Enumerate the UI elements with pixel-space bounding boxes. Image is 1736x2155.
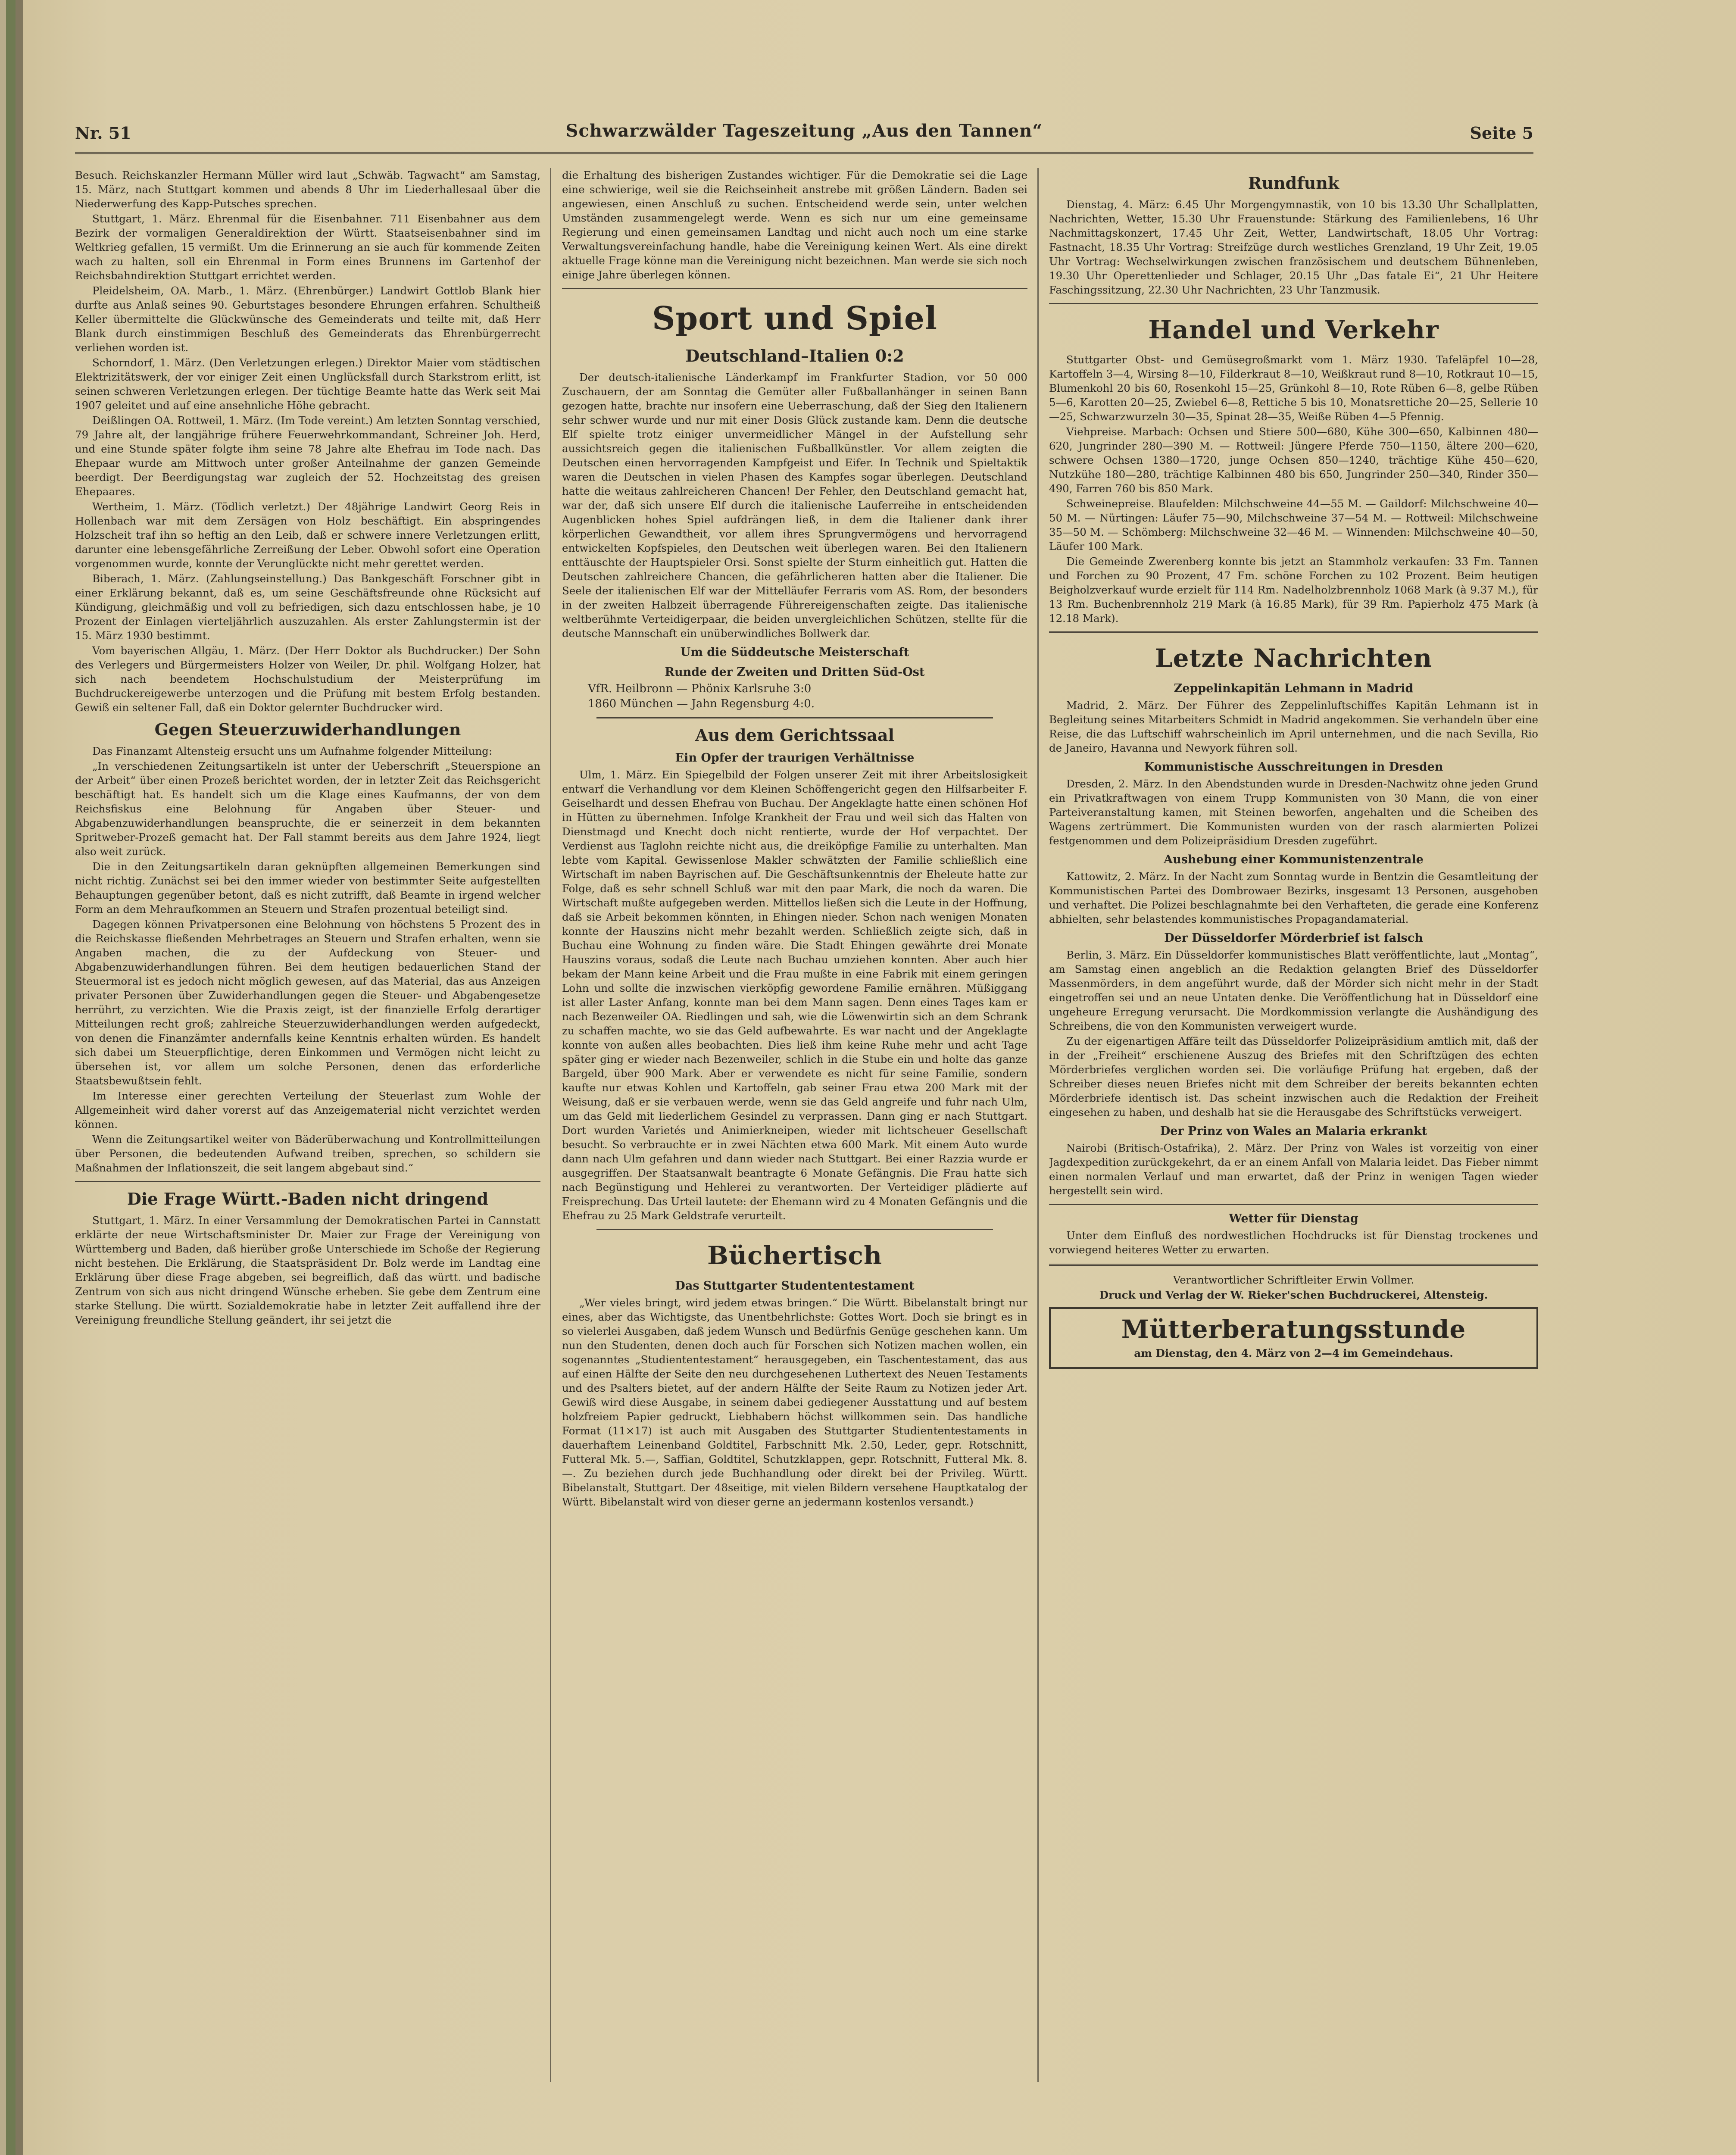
article-paragraph: Wenn die Zeitungsartikel weiter von Bäderüberwachung und Kontrollmitteilungen über Personen, die bedeutenden Aufwand treiben, sprechen, so schildern sie Maßnahmen der Inflationszeit, die seit langem abgebaut sind.“: [75, 1133, 540, 1174]
article-paragraph: Madrid, 2. März. Der Führer des Zeppelinluftschiffes Kapitän Lehmann ist in Begleitung seines Mitarbeiters Schmidt in Madrid angekommen. Sie verhandeln über eine Reise, die das Luftschiff wahrscheinlich im April unternehmen, und die nach Sevilla, Rio de Janeiro, Havanna und Newyork führen soll.: [1049, 699, 1538, 754]
article-subheading: Der Düsseldorfer Mörderbrief ist falsch: [1164, 931, 1423, 945]
newspaper-page: [6, 0, 1736, 2155]
article-paragraph: Die Gemeinde Zwerenberg konnte bis jetzt an Stammholz verkaufen: 33 Fm. Tannen und Forchen zu 90 Prozent, 47 Fm. schöne Forchen zu 102 Prozent. Beim heutigen Beigholzverkauf wurde erzielt für 114 Rm. Nadelholzbrennholz 1068 Mark (à 9.37 M.), für 13 Rm. Buchenbrennholz 219 Mark (à 16.85 Mark), für 39 Rm. Papierholz 475 Mark (à 12.18 Mark).: [1049, 555, 1538, 625]
section-heading: Aus dem Gerichtssaal: [695, 725, 894, 745]
article-paragraph: Schorndorf, 1. März. (Den Verletzungen erlegen.) Direktor Maier vom städtischen Elektrizitätswerk, der vor einiger Zeit einen Unglücksfall durch Starkstrom erlitt, ist seinen schweren Verletzungen erlegen. Der tüchtige Beamte hatte das Werk seit Mai 1907 geleitet und auf eine ansehnliche Höhe gebracht.: [75, 356, 540, 412]
article-paragraph: Dagegen können Privatpersonen eine Belohnung von höchstens 5 Prozent des in die Reichskasse fließenden Mehrbetrages an Steuern und Strafen erhalten, wenn sie Angaben machen, die zu der Aufdeckung von Steuer- und Abgabenzuwiderhandlungen führen. Bei dem heutigen bedauerlichen Stand der Steuermoral ist es jedoch nicht möglich gewesen, auf das Material, das aus Anzeigen privater Personen über Zuwiderhandlungen gegen die Steuer- und Abgabengesetze herrührt, zu verzichten. Wie die Praxis zeigt, ist der finanzielle Erfolg derartiger Mitteilungen recht groß; zahlreiche Steuerzuwiderhandlungen werden aufgedeckt, von denen die Finanzämter andernfalls keine Kenntnis erhalten würden. Es handelt sich dabei um Steuerpflichtige, deren Einkommen und Vermögen nicht leicht zu übersehen ist, vor allem um solche Personen, denen das erforderliche Staatsbewußtsein fehlt.: [75, 918, 540, 1087]
article-paragraph: Das Finanzamt Altensteig ersucht uns um Aufnahme folgender Mitteilung:: [92, 745, 493, 757]
divider: [596, 1229, 993, 1230]
article-subheading: Aushebung einer Kommunistenzentrale: [1164, 853, 1424, 866]
divider: [596, 717, 993, 718]
imprint-publisher: Druck und Verlag der W. Rieker'schen Buchdruckerei, Altensteig.: [1099, 1289, 1488, 1301]
column-rule-1: [550, 168, 551, 2082]
article-paragraph: die Erhaltung des bisherigen Zustandes wichtiger. Für die Demokratie sei die Lage eine schwierige, weil sie die Reichseinheit anstrebe mit größen Ländern. Baden sei angewiesen, einen Anschluß zu suchen. Entscheidend werde sein, unter welchen Umständen zusammengelegt werde. Wenn es sich nur um eine gemeinsame Regierung und einen gemeinsamen Landtag und nicht auch noch um eine starke Verwaltungsvereinfachung handle, habe die Vereinigung keinen Wert. Als eine direkt aktuelle Frage könne man die Vereinigung nicht bezeichnen. Man werde sie sich noch einige Jahre überlegen können.: [562, 169, 1027, 281]
article-paragraph: Pleidelsheim, OA. Marb., 1. März. (Ehrenbürger.) Landwirt Gottlob Blank hier durfte aus Anlaß seines 90. Geburtstages besondere Ehrungen erfahren. Schultheiß Keller übermittelte die Glückwünsche des Gemeinderats und teilte mit, daß Herr Blank durch einstimmigen Beschluß des Gemeinderats das Ehrenbürgerrecht verliehen worden ist.: [75, 284, 540, 354]
article-paragraph: Der deutsch-italienische Länderkampf im Frankfurter Stadion, vor 50 000 Zuschauern, der am Sonntag die Gemüter aller Fußballanhänger in seinen Bann gezogen hatte, brachte nur insofern eine Ueberraschung, daß der Sieg den Italienern sehr schwer wurde und nur mit einer Dosis Glück zustande kam. Denn die deutsche Elf spielte trotz einiger unvermeidlicher Mängel in der Aufstellung sehr aussichtsreich gegen die italienischen Fußballkünstler. Vor allem zeigten die Deutschen einen hervorragenden Kampfgeist und Eifer. In Technik und Spieltaktik waren die Deutschen in vielen Phasen des Kampfes sogar überlegen. Deutschland hatte die weitaus zahlreicheren Chancen! Der Fehler, den Deutschland gemacht hat, war der, daß sich unsere Elf durch die italienische Lauferreihe in entscheidenden Augenblicken hohes Spiel aufdrängen ließ, in dem die Italiener dank ihrer körperlichen Gewandtheit, vor allem ihres Sprungvermögens und hervorragend entwickelten Kopfspieles, den Deutschen weit überlegen waren. Bei den Italienern enttäuschte der Hauptspieler Orsi. Sonst spielte der Sturm einheitlich gut. Hatten die Deutschen zahlreichere Chancen, die gefährlicheren hatten aber die Italiener. Die Seele der italienischen Elf war der Mittelläufer Ferraris vom AS. Rom, der besonders in der zweiten Halbzeit überragende Führereigenschaften zeigte. Das italienische weltberühmte Verteidigerpaar, die beiden unvergleichlichen Schützen, stellte für die deutsche Mannschaft ein unüberwindliches Bollwerk dar.: [562, 371, 1027, 640]
ad-text: am Dienstag, den 4. März von 2—4 im Gemeindehaus.: [1134, 1347, 1453, 1359]
page-label: Seite 5: [1470, 123, 1533, 143]
ad-title: Mütterberatungsstunde: [1121, 1315, 1466, 1344]
article-paragraph: Dienstag, 4. März: 6.45 Uhr Morgengymnastik, von 10 bis 13.30 Uhr Schallplatten, Nachrichten, Wetter, 15.30 Uhr Frauenstunde: Stärkung des Familienlebens, 16 Uhr Nachmittagskonzert, 17.45 Uhr Zeit, Wetter, Landwirtschaft, 18.05 Uhr Vortrag: Fastnacht, 18.35 Uhr Vortrag: Streifzüge durch westliches Grenzland, 19 Uhr Zeit, 19.05 Uhr Vortrag: Wechselwirkungen zwischen französischem und deutschem Bühnenleben, 19.30 Uhr Operettenlieder und Schlager, 20.15 Uhr „Das fatale Ei“, 21 Uhr Heitere Faschingssitzung, 22.30 Uhr Nachrichten, 23 Uhr Tanzmusik.: [1049, 198, 1538, 296]
section-heading: Letzte Nachrichten: [1155, 643, 1433, 673]
section-heading: Die Frage Württ.-Baden nicht dringend: [127, 1189, 489, 1209]
divider: [1049, 1264, 1538, 1266]
divider: [75, 1181, 540, 1182]
article-paragraph: Biberach, 1. März. (Zahlungseinstellung.) Das Bankgeschäft Forschner gibt in einer Erklärung bekannt, daß es, um seine Geschäftsfreunde ohne Rücksicht auf Kündigung, gleichmäßig und voll zu befriedigen, sich dazu entschlossen habe, je 10 Prozent der Einlagen vierteljährlich auszuzahlen. Als erster Zahlungstermin ist der 15. März 1930 bestimmt.: [75, 572, 540, 642]
column-rule-2: [1037, 168, 1039, 2082]
column-2: [562, 168, 1027, 2086]
article-paragraph: Stuttgart, 1. März. Ehrenmal für die Eisenbahner. 711 Eisenbahner aus dem Bezirk der vormaligen Generaldirektion der Württ. Staatseisenbahner sind im Weltkrieg gefallen, 15 vermißt. Um die Erinnerung an sie auch für kommende Zeiten wach zu halten, soll ein Ehrenmal in Form eines Brunnens im Gartenhof der Reichsbahndirektion Stuttgart errichtet werden.: [75, 212, 540, 282]
divider: [562, 288, 1027, 289]
article-paragraph: Stuttgart, 1. März. In einer Versammlung der Demokratischen Partei in Cannstatt erklärte der neue Wirtschaftsminister Dr. Maier zur Frage der Vereinigung von Württemberg und Baden, daß hierüber große Unterschiede im Schoße der Regierung nicht bestehen. Die Erklärung, die Staatspräsident Dr. Bolz werde im Landtag eine Erklärung über diese Frage abgeben, sei begreiflich, daß das württ. und badische Zentrum von sich aus nicht dringend Wünsche erheben. Sie gebe dem Zentrum eine starke Stellung. Die württ. Sozialdemokratie habe in letzter Zeit auffallend ihre der Vereinigung freundliche Stellung geändert, ihr sei jetzt die: [75, 1214, 540, 1326]
column-1: [75, 168, 540, 2086]
divider: [1049, 303, 1538, 304]
article-paragraph: Deißlingen OA. Rottweil, 1. März. (Im Tode vereint.) Am letzten Sonntag verschied, 79 Jahre alt, der langjährige frühere Feuerwehrkommandant, Schreiner Joh. Herd, und eine Stunde später folgte ihm seine 78 Jahre alte Ehefrau im Tode nach. Das Ehepaar wurde am Mittwoch unter großer Anteilnahme der ganzen Gemeinde beerdigt. Der Beerdigungstag war zugleich der 52. Hochzeitstag des greisen Ehepaares.: [75, 414, 540, 498]
section-heading: Handel und Verkehr: [1148, 315, 1439, 344]
article-paragraph: Stuttgarter Obst- und Gemüsegroßmarkt vom 1. März 1930. Tafeläpfel 10—28, Kartoffeln 3—4, Wirsing 8—10, Filderkraut 8—10, Weißkraut rund 8—10, Rotkraut 10—15, Blumenkohl 20 bis 60, Rosenkohl 15—25, Grünkohl 8—10, Rote Rüben 6—8, gelbe Rüben 5—6, Karotten 20—25, Zwiebel 6—8, Rettiche 5 bis 10, Monatsrettiche 20—25, Sellerie 10—25, Schwarzwurzeln 30—35, Spinat 28—35, Weiße Rüben 4—5 Pfennig.: [1049, 353, 1538, 423]
article-paragraph: Ulm, 1. März. Ein Spiegelbild der Folgen unserer Zeit mit ihrer Arbeitslosigkeit entwarf die Verhandlung vor dem Kleinen Schöffengericht gegen den Hilfsarbeiter F. Geiselhardt und dessen Ehefrau von Buchau. Der Angeklagte hatte einen schönen Hof in Hütten zu übernehmen. Infolge Krankheit der Frau und weil sich das Halten von Dienstmagd und Knecht doch nicht rentierte, wurde der Hof verpachtet. Der Verdienst aus Taglohn reichte nicht aus, die dreiköpfige Familie zu unterhalten. Man lebte vom Kapital. Gewissenlose Makler schwätzten der Familie schließlich eine Wirtschaft im naben Bayrischen auf. Die Geschäftsunkenntnis der Eheleute hatte zur Folge, daß es sehr schnell Schluß war mit den paar Mark, die noch da waren. Die Wirtschaft mußte aufgegeben werden. Mittellos ließen sich die Leute in der Hoffnung, daß sie Arbeit bekommen könnten, in Ehingen nieder. Schon nach wenigen Monaten konnte der Hauszins nicht mehr bezahlt werden. Schließlich zeigte sich, daß in Buchau eine Wohnung zu finden wäre. Die Stadt Ehingen gewährte drei Monate Hauszins voraus, sodaß die Leute nach Buchau umziehen konnten. Aber auch hier bekam der Mann keine Arbeit und die Frau mußte in eine Fabrik mit einem geringen Lohn und sollte die inzwischen vierköpfig gewordene Familie ernähren. Müßiggang ist aller Laster Anfang, konnte man bei dem Mann sagen. Denn eines Tages kam er nach Bezenweiler OA. Riedlingen und sah, wie die Löwenwirtin sich an dem Schrank zu schaffen machte, wo sie das Geld aufbewahrte. Es war nacht und der Angeklagte konnte von außen alles beobachten. Dies ließ ihm keine Ruhe mehr und acht Tage später ging er wieder nach Bezenweiler, schlich in die Stube ein und holte das ganze Bargeld, über 900 Mark. Aber er verwendete es nicht für seine Familie, sondern kaufte nur etwas Kohlen und Kartoffeln, gab seiner Frau etwa 200 Mark mit der Weisung, daß er sie verbauen werde, wenn sie das Geld angreife und fuhr nach Ulm, um das Geld mit liederlichem Gesindel zu verprassen. Dann ging er nach Stuttgart. Dort wurden Varietés und Animierkneipen, wieder mit lichtscheuer Gesellschaft besucht. So verbrauchte er in zwei Nächten etwa 600 Mark. Mit einem Auto wurde dann nach Ulm gefahren und dann wieder nach Stuttgart. Bei einer Razzia wurde er ausgegriffen. Der Staatsanwalt beantragte 6 Monate Gefängnis. Die Frau hatte sich nach Begünstigung und Hehlerei zu verantworten. Der Verteidiger plädierte auf Freisprechung. Das Urteil lautete: der Ehemann wird zu 4 Monaten Gefängnis und die Ehefrau zu 25 Mark Geldstrafe verurteilt.: [562, 768, 1027, 1222]
article-paragraph: „In verschiedenen Zeitungsartikeln ist unter der Ueberschrift „Steuerspione an der Arbeit“ über einen Prozeß berichtet worden, der in letzter Zeit das Reichsgericht beschäftigt hat. Es handelt sich um die Klage eines Kaufmanns, der von dem Reichsfiskus eine Belohnung für Angaben über Steuer- und Abgabenzuwiderhandlungen beanspruchte, die er seinerzeit in dem bekannten Spritweber-Prozeß gemacht hat. Der Fall stammt bereits aus dem Jahre 1924, liegt also weit zurück.: [75, 760, 540, 858]
article-subheading: Ein Opfer der traurigen Verhältnisse: [675, 751, 915, 765]
section-heading: Gegen Steuerzuwiderhandlungen: [154, 720, 461, 739]
article-paragraph: Dresden, 2. März. In den Abendstunden wurde in Dresden-Nachwitz ohne jeden Grund ein Privatkraftwagen von einem Trupp Kommunisten von 30 Mann, die von einer Parteiveranstaltung kamen, mit Steinen beworfen, angehalten und die Scheiben des Wagens zertrümmert. Die Kommunisten wurden von der rasch alarmierten Polizei festgenommen und dem Polizeipräsidium Dresden zugeführt.: [1049, 778, 1538, 847]
article-subheading: Das Stuttgarter Studententestament: [675, 1279, 915, 1293]
advertisement-box: [1049, 1307, 1538, 1369]
article-paragraph: Zu der eigenartigen Affäre teilt das Düsseldorfer Polizeipräsidium amtlich mit, daß der in der „Freiheit“ erschienene Auszug des Briefes mit den Schriftzügen des echten Mörderbriefes verglichen worden sei. Die vorläufige Prüfung hat ergeben, daß der Schreiber dieses neuen Briefes nicht mit dem Schreiber der bereits bekannten echten Mörderbriefe identisch ist. Das scheint inzwischen auch die Redaktion der Freiheit eingesehen zu haben, und deshalb hat sie die Herausgabe des Schriftstücks verweigert.: [1049, 1035, 1538, 1118]
article-paragraph: Im Interesse einer gerechten Verteilung der Steuerlast zum Wohle der Allgemeinheit wird daher vorerst auf das Anzeigematerial nicht verzichtet werden können.: [75, 1090, 540, 1131]
article-subheading: Zeppelinkapitän Lehmann in Madrid: [1174, 682, 1414, 695]
article-paragraph: Schweinepreise. Blaufelden: Milchschweine 44—55 M. — Gaildorf: Milchschweine 40—50 M. — Nürtingen: Läufer 75—90, Milchschweine 37—54 M. — Rottweil: Milchschweine 35—50 M. — Schömberg: Milchschweine 32—46 M. — Winnenden: Milchschweine 40—50, Läufer 100 Mark.: [1049, 497, 1538, 553]
section-heading: Rundfunk: [1248, 173, 1339, 193]
article-paragraph: Die in den Zeitungsartikeln daran geknüpften allgemeinen Bemerkungen sind nicht richtig. Zunächst sei bei den immer wieder von bestimmter Seite aufgestellten Behauptungen gegenüber betont, daß es nicht zutrifft, daß Beamte in irgend welcher Form an dem Mehraufkommen an Steuern und Strafen prozentual beteiligt sind.: [75, 860, 540, 915]
article-paragraph: Kattowitz, 2. März. In der Nacht zum Sonntag wurde in Bentzin die Gesamtleitung der Kommunistischen Partei des Dombrowaer Bezirks, insgesamt 13 Personen, ausgehoben und verhaftet. Die Polizei beschlagnahmte bei den Verhafteten, die gerade eine Konferenz abhielten, sehr belastendes kommunistisches Propagandamaterial.: [1049, 870, 1538, 925]
weather-text: Unter dem Einfluß des nordwestlichen Hochdrucks ist für Dienstag trockenes und vorwiegend heiteres Wetter zu erwarten.: [1049, 1229, 1538, 1256]
newspaper-title: Schwarzwälder Tageszeitung „Aus den Tannen“: [565, 121, 1043, 141]
article-subheading: Runde der Zweiten und Dritten Süd-Ost: [665, 665, 925, 679]
weather-heading: Wetter für Dienstag: [1229, 1212, 1358, 1225]
article-paragraph: Wertheim, 1. März. (Tödlich verletzt.) Der 48jährige Landwirt Georg Reis in Hollenbach war mit dem Zersägen von Holz beschäftigt. Ein abspringendes Holzscheit traf ihn so heftig an den Leib, daß er schwere innere Verletzungen erlitt, darunter eine lebensgefährliche Zerreißung der Leber. Obwohl sofort eine Operation vorgenommen wurde, konnte der Verunglückte nicht mehr gerettet werden.: [75, 500, 540, 570]
binding-shadow: [16, 0, 23, 2155]
binding-spine: [6, 0, 16, 2155]
column-3: [1049, 168, 1538, 2086]
page-number: Nr. 51: [75, 123, 131, 143]
page-header: [75, 113, 1533, 154]
article-heading: Deutschland–Italien 0:2: [685, 346, 904, 365]
article-paragraph: Besuch. Reichskanzler Hermann Müller wird laut „Schwäb. Tagwacht“ am Samstag, 15. März, nach Stuttgart kommen und abends 8 Uhr im Liederhallesaal über die Niederwerfung des Kapp-Putsches sprechen.: [75, 169, 540, 210]
article-paragraph: Nairobi (Britisch-Ostafrika), 2. März. Der Prinz von Wales ist vorzeitig von einer Jagdexpedition zurückgekehrt, da er an einem Anfall von Malaria leidet. Das Fieber nimmt einen normalen Verlauf und man erwartet, daß der Prinz in wenigen Tagen wieder hergestellt sein wird.: [1049, 1142, 1538, 1197]
section-heading: Sport und Spiel: [652, 300, 938, 337]
article-paragraph: Berlin, 3. März. Ein Düsseldorfer kommunistisches Blatt veröffentlichte, laut „Montag“, am Samstag einen angeblich an die Redaktion gelangten Brief des Düsseldorfer Massenmörders, in dem angeführt wurde, daß der Mörder sich nicht mehr in der Stadt eingetroffen sei und an neue Untaten denke. Die Veröffentlichung hat in Düsseldorf eine ungeheure Erregung verursacht. Die Mordkommission verlangte die Aushändigung des Schreibens, die von den Kommunisten verweigert wurde.: [1049, 949, 1538, 1032]
match-result: VfR. Heilbronn — Phönix Karlsruhe 3:0: [588, 682, 812, 695]
imprint-editor: Verantwortlicher Schriftleiter Erwin Vollmer.: [1173, 1274, 1414, 1286]
section-heading: Büchertisch: [707, 1241, 883, 1270]
match-result: 1860 München — Jahn Regensburg 4:0.: [588, 697, 815, 710]
article-subheading: Der Prinz von Wales an Malaria erkrankt: [1160, 1124, 1427, 1138]
divider: [1049, 1204, 1538, 1205]
article-paragraph: „Wer vieles bringt, wird jedem etwas bringen.“ Die Württ. Bibelanstalt bringt nur eines, aber das Wichtigste, das Unentbehrlichste: Gottes Wort. Doch sie bringt es in so vielerlei Ausgaben, daß jedem Wunsch und Bedürfnis Genüge geschehen kann. Um nun den Studenten, denen doch auch für Forschen sich Notizen machen wollen, ein sogenanntes „Studiententestament“ herausgegeben, ein Taschentestament, das aus auf einen Hälfte der Seite den neu durchgesehenen Luthertext des Neuen Testaments und des Psalters bietet, auf der andern Hälfte der Seite Raum zu Notizen jeder Art. Gewiß wird diese Ausgabe, in seinem dabei gediegener Ausstattung und auf bestem holzfreiem Papier gedruckt, Liebhabern höchst willkommen sein. Das handliche Format (11×17) ist auch mit Ausgaben des Stuttgarter Studiententestaments in dauerhaftem Leinenband Goldtitel, Farbschnitt Mk. 2.50, Leder, gepr. Rotschnitt, Futteral Mk. 5.—, Saffian, Goldtitel, Schutzklappen, gepr. Rotschnitt, Futteral Mk. 8.—. Zu beziehen durch jede Buchhandlung oder direkt bei der Privileg. Württ. Bibelanstalt, Stuttgart. Der 48seitige, mit vielen Bildern versehene Hauptkatalog der Württ. Bibelanstalt wird von dieser gerne an jedermann kostenlos versandt.): [562, 1296, 1027, 1508]
article-paragraph: Viehpreise. Marbach: Ochsen und Stiere 500—680, Kühe 300—650, Kalbinnen 480—620, Jungrinder 280—390 M. — Rottweil: Jüngere Pferde 750—1150, ältere 200—620, schwere Ochsen 1380—1720, junge Ochsen 850—1240, trächtige Kühe 450—620, Nutzkühe 180—280, trächtige Kalbinnen 480 bis 650, Jungrinder 250—340, Rinder 350—490, Farren 760 bis 850 Mark.: [1049, 425, 1538, 495]
article-paragraph: Vom bayerischen Allgäu, 1. März. (Der Herr Doktor als Buchdrucker.) Der Sohn des Verlegers und Bürgermeisters Holzer von Weiler, Dr. phil. Wolfgang Holzer, hat sich nach beendetem Hochschulstudium der Meisterprüfung im Buchdruckereigewerbe unterzogen und die Prüfung mit bestem Erfolg bestanden. Gewiß ein seltener Fall, daß ein Doktor gelernter Buchdrucker wird.: [75, 644, 540, 714]
article-subheading: Kommunistische Ausschreitungen in Dresden: [1144, 760, 1443, 774]
article-subheading: Um die Süddeutsche Meisterschaft: [680, 646, 909, 659]
divider: [1049, 631, 1538, 633]
